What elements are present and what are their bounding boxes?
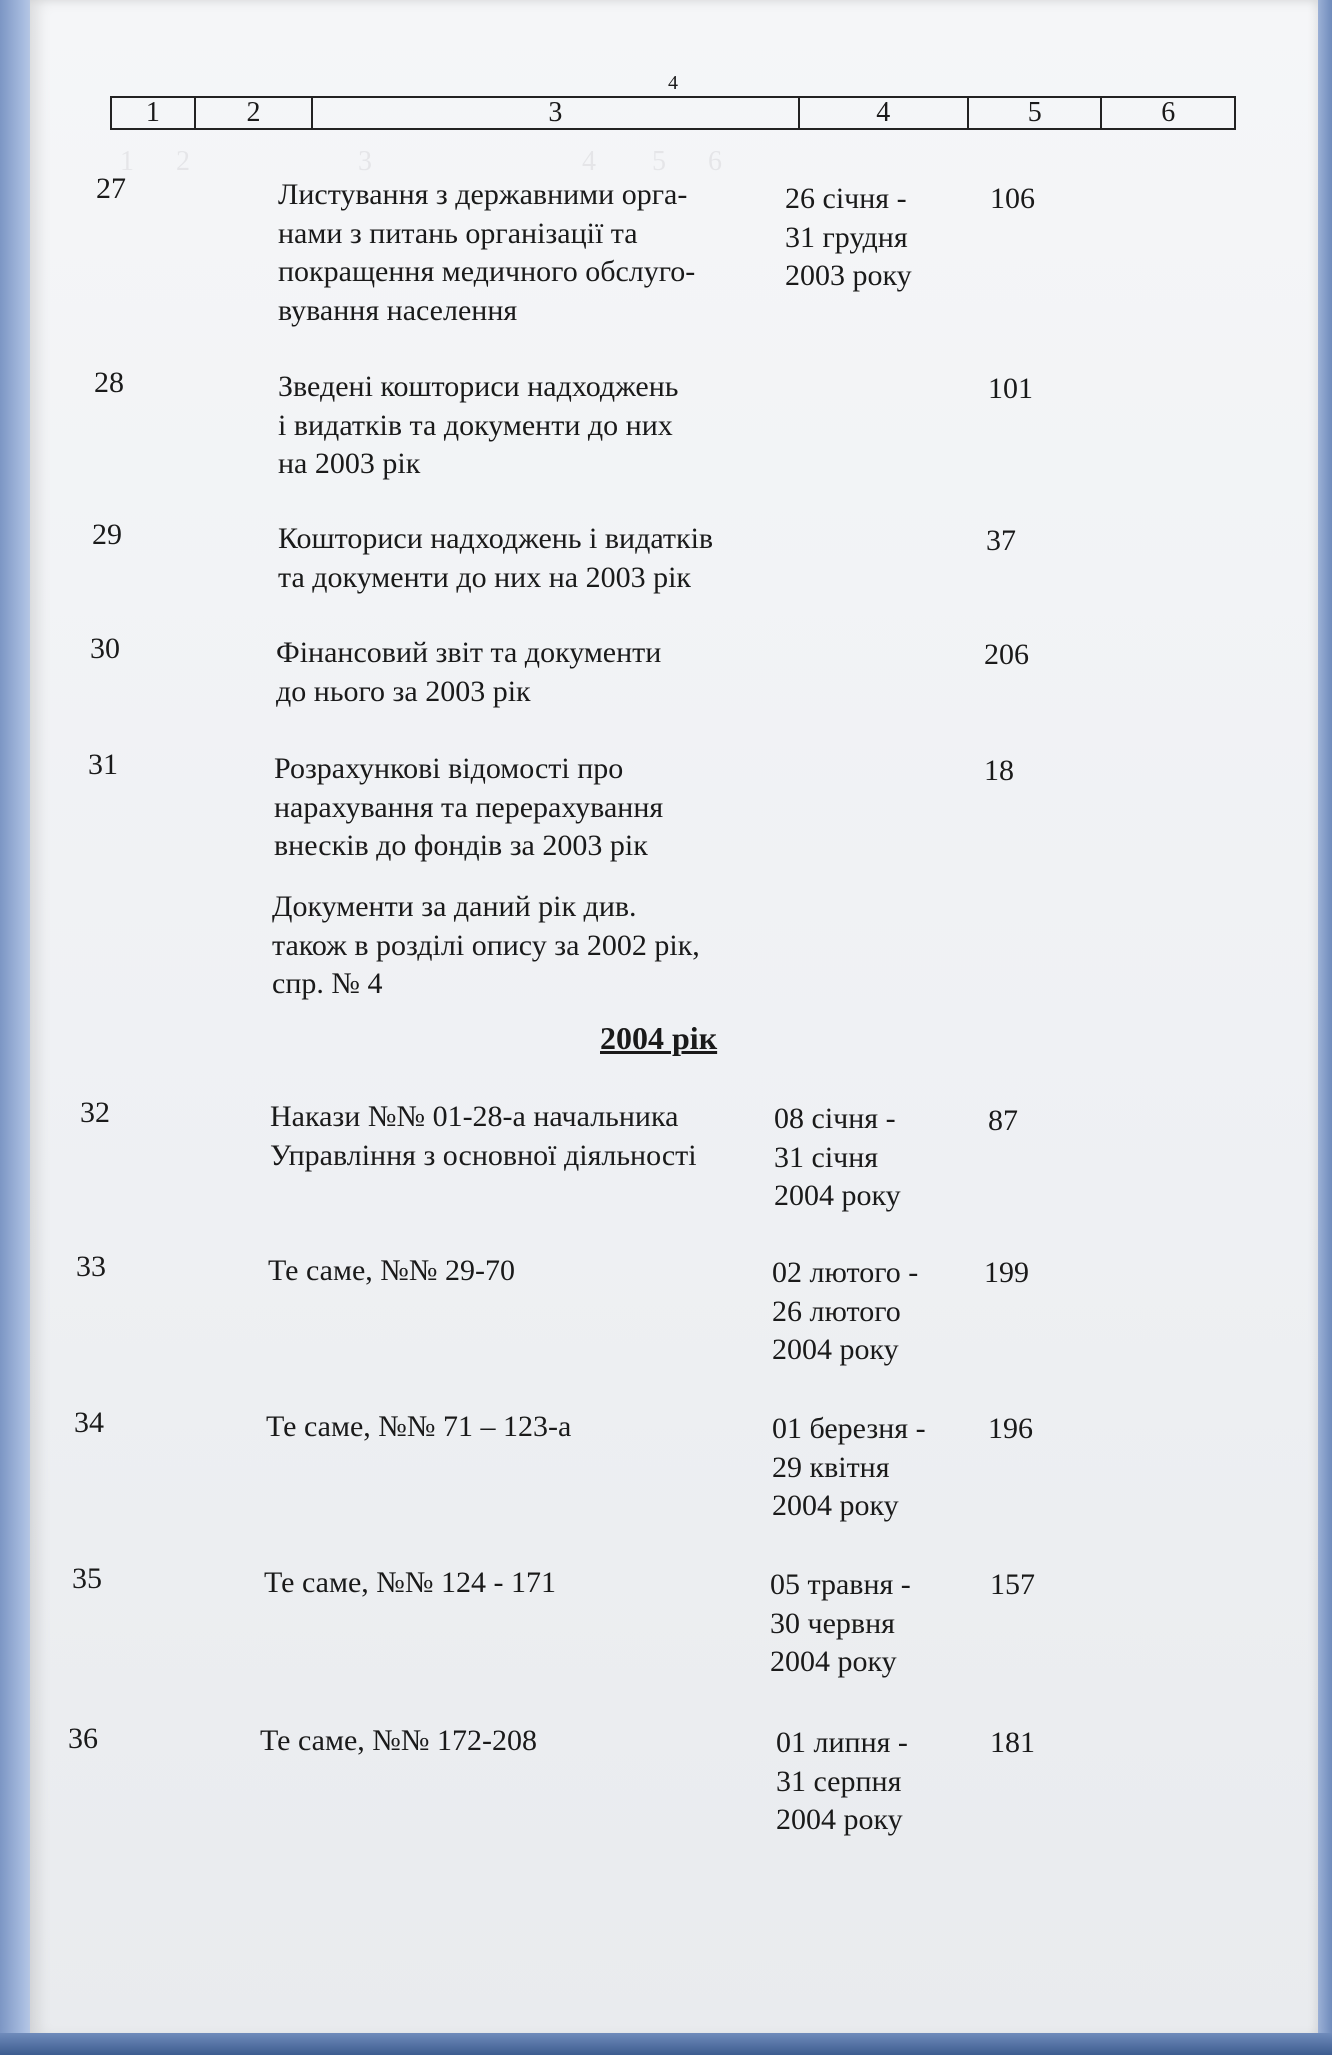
entry-date-range [772, 1254, 918, 1370]
note-line: Документи за даний рік див. [272, 890, 637, 923]
entry-date-range [770, 1566, 911, 1682]
entry-title-line: та документи до них на 2003 рік [278, 560, 691, 594]
entry-number: 27 [96, 172, 126, 205]
entry-title [278, 520, 713, 597]
note-line: спр. № 4 [272, 967, 383, 1000]
header-cell-1: 1 [112, 98, 196, 128]
entry-title-line: Фінансовий звіт та документи [276, 636, 662, 669]
entry-date-line: 2004 року [772, 1489, 899, 1522]
entry-title-line: Те саме, №№ 71 – 123-а [266, 1410, 572, 1443]
entry-date-line: 01 березня - [772, 1412, 926, 1445]
entry-date-line: 2004 року [776, 1803, 903, 1836]
entry-date-line: 30 червня [770, 1606, 895, 1640]
entry-title-line: Те саме, №№ 29-70 [268, 1254, 516, 1287]
entry-title [266, 1408, 571, 1447]
entry-date-range [774, 1100, 901, 1216]
entry-title [264, 1564, 556, 1603]
bottom-binding-tape [0, 2033, 1332, 2055]
entry-number: 36 [68, 1722, 98, 1755]
header-cell-5: 5 [969, 98, 1103, 128]
entry-number: 32 [80, 1096, 110, 1129]
entry-title-line: до нього за 2003 рік [276, 674, 531, 708]
entry-title-line: на 2003 рік [278, 447, 421, 480]
entry-title-line: Розрахункові відомості про [274, 752, 624, 785]
show-through-text: 1 2 3 4 5 6 [120, 146, 722, 177]
header-cell-3: 3 [313, 98, 799, 128]
entry-title [276, 634, 661, 711]
entry-date-line: 01 липня - [776, 1726, 908, 1759]
entry-date-line: 2003 року [785, 259, 912, 292]
entry-title [260, 1722, 537, 1761]
entry-title [274, 750, 663, 866]
entry-number: 31 [88, 748, 118, 781]
document-page [30, 0, 1318, 2038]
entry-number: 35 [72, 1562, 102, 1595]
entry-sheet-count: 196 [988, 1412, 1033, 1445]
entry-title-line: Управління з основної діяльності [270, 1138, 697, 1172]
entry-date-line: 2004 року [770, 1645, 897, 1678]
entry-title-line: Зведені кошториси надходжень [278, 370, 679, 403]
entry-sheet-count: 37 [986, 524, 1016, 557]
entry-date-line: 29 квітня [772, 1450, 890, 1484]
entry-sheet-count: 101 [988, 372, 1033, 405]
entry-sheet-count: 157 [990, 1568, 1035, 1601]
entry-sheet-count: 199 [984, 1256, 1029, 1289]
year-heading: 2004 рік [600, 1020, 718, 1056]
entry-date-line: 26 лютого [772, 1294, 901, 1328]
header-cell-6: 6 [1161, 97, 1176, 128]
entry-title-line: внесків до фондів за 2003 рік [274, 829, 648, 862]
entry-date-line: 2004 року [772, 1333, 899, 1366]
page-number: 4 [668, 72, 678, 94]
entry-date-line: 05 травня - [770, 1568, 911, 1601]
entry-number: 34 [74, 1406, 104, 1439]
entry-title-line: Накази №№ 01-28-а начальника [270, 1100, 679, 1133]
entry-number: 33 [76, 1250, 106, 1283]
entry-title [278, 368, 678, 484]
entry-number: 30 [90, 632, 120, 665]
entry-sheet-count: 18 [984, 754, 1014, 787]
entry-title-line: вування населення [278, 293, 518, 327]
entry-sheet-count: 87 [988, 1104, 1018, 1137]
entry-sheet-count: 206 [984, 638, 1029, 671]
entry-title-line: Те саме, №№ 124 - 171 [264, 1566, 557, 1599]
entry-title-line: нами з питань організації та [278, 216, 638, 250]
entry-title-line: і видатків та документи до них [278, 408, 673, 442]
entry-date-line: 08 січня - [774, 1102, 896, 1135]
entry-title-line: нарахування та перерахування [274, 790, 664, 824]
entry-date-range [785, 180, 912, 296]
entry-date-range [776, 1724, 908, 1840]
entry-sheet-count: 106 [990, 182, 1035, 215]
entry-number: 29 [92, 518, 122, 551]
entry-title-line: покращення медичного обслуго- [278, 255, 696, 288]
column-header-table [110, 96, 1236, 130]
entry-title-line: Кошториси надходжень і видатків [278, 522, 714, 555]
note-line: також в розділі опису за 2002 рік, [272, 928, 700, 962]
entry-title [270, 1098, 697, 1175]
entry-date-line: 31 грудня [785, 220, 908, 254]
header-cell-2: 2 [196, 98, 314, 128]
entry-sheet-count: 181 [990, 1726, 1035, 1759]
entry-date-line: 26 січня - [785, 182, 907, 215]
entry-date-line: 2004 року [774, 1179, 901, 1212]
entry-date-line: 31 січня [774, 1140, 879, 1174]
entry-title-line: Те саме, №№ 172-208 [260, 1724, 538, 1757]
cross-reference-note [272, 888, 700, 1004]
entry-date-line: 31 серпня [776, 1764, 902, 1798]
entry-date-line: 02 лютого - [772, 1256, 919, 1289]
header-cell-4: 4 [800, 98, 969, 128]
entry-title [268, 1252, 515, 1291]
entry-number: 28 [94, 366, 124, 399]
entry-date-range [772, 1410, 926, 1526]
entry-title [278, 176, 695, 330]
right-binding-tape [1318, 0, 1332, 2055]
entry-title-line: Листування з державними орга- [278, 178, 688, 211]
